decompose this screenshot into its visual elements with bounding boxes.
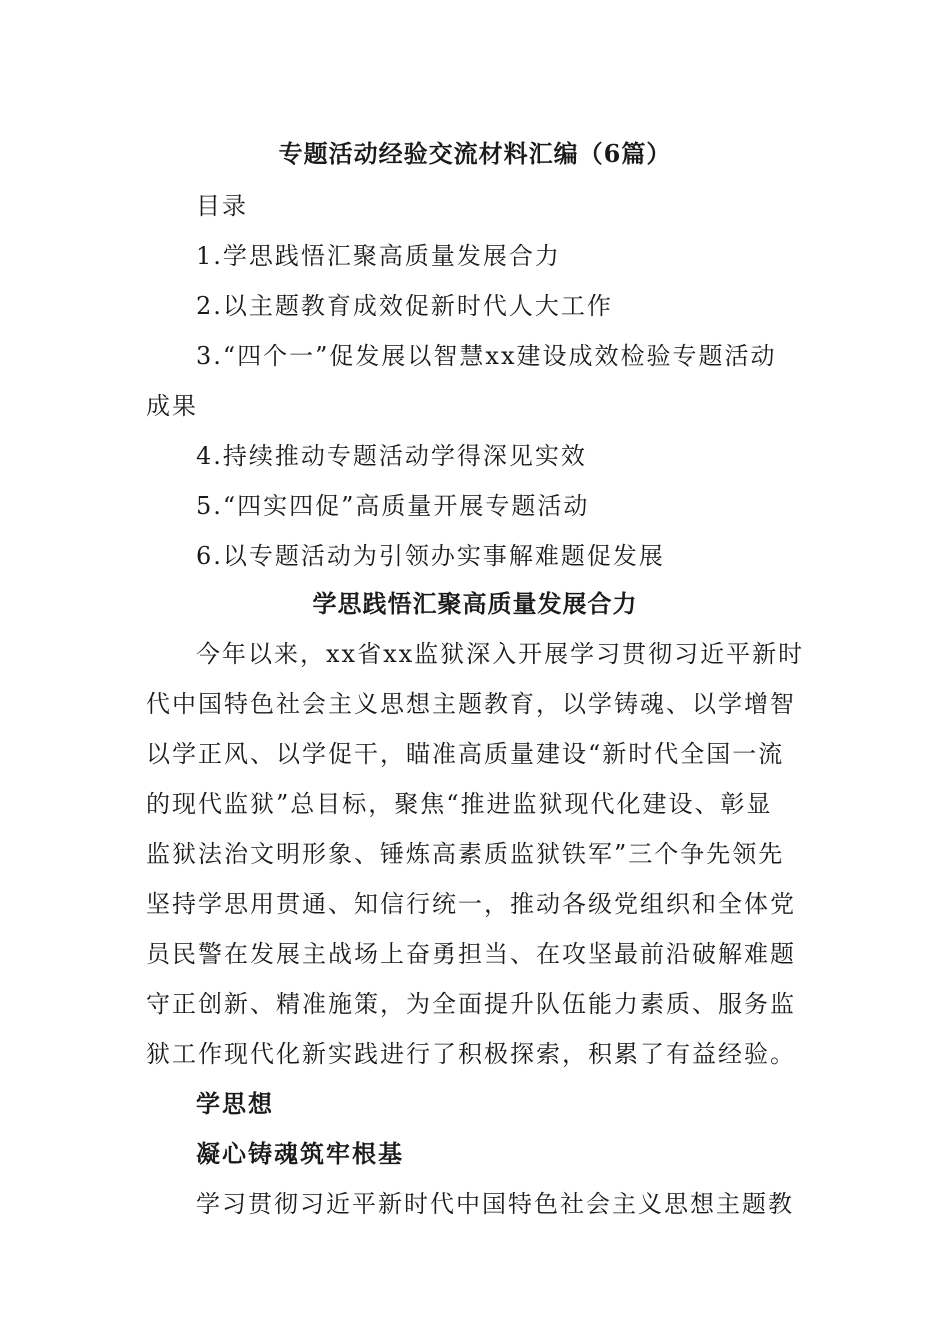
toc-item-4: 4.持续推动专题活动学得深见实效 xyxy=(196,442,587,470)
toc-item-6: 6.以专题活动为引领办实事解难题促发展 xyxy=(196,542,665,570)
subheading-cohesion: 凝心铸魂筑牢根基 xyxy=(196,1139,404,1168)
body-line-9: 狱工作现代化新实践进行了积极探索，积累了有益经验。 xyxy=(146,1040,796,1068)
subheading-study-thought: 学思想 xyxy=(196,1089,274,1118)
toc-item-5: 5.“四实四促”高质量开展专题活动 xyxy=(196,492,590,520)
body-line-8: 守正创新、精准施策，为全面提升队伍能力素质、服务监 xyxy=(146,990,796,1018)
section-title: 学思践悟汇聚高质量发展合力 xyxy=(312,589,638,618)
body-line-2: 代中国特色社会主义思想主题教育，以学铸魂、以学增智 xyxy=(146,690,796,718)
toc-item-3-continued: 成果 xyxy=(146,392,198,420)
body-line-5: 监狱法治文明形象、锤炼高素质监狱铁军”三个争先领先 xyxy=(146,840,785,868)
toc-item-2: 2.以主题教育成效促新时代人大工作 xyxy=(196,292,613,320)
document-title: 专题活动经验交流材料汇编（6篇） xyxy=(278,139,672,168)
body-last-line: 学习贯彻习近平新时代中国特色社会主义思想主题教 xyxy=(196,1190,794,1218)
body-line-3: 以学正风、以学促干，瞄准高质量建设“新时代全国一流 xyxy=(146,740,785,768)
toc-item-3: 3.“四个一”促发展以智慧xx建设成效检验专题活动 xyxy=(196,342,777,370)
body-line-4: 的现代监狱”总目标，聚焦“推进监狱现代化建设、彰显 xyxy=(146,790,773,818)
body-line-1: 今年以来，xx省xx监狱深入开展学习贯彻习近平新时 xyxy=(196,640,805,668)
toc-heading: 目录 xyxy=(196,192,248,220)
body-line-6: 坚持学思用贯通、知信行统一，推动各级党组织和全体党 xyxy=(146,890,796,918)
body-line-7: 员民警在发展主战场上奋勇担当、在攻坚最前沿破解难题 xyxy=(146,940,796,968)
toc-item-1: 1.学思践悟汇聚高质量发展合力 xyxy=(196,242,561,270)
